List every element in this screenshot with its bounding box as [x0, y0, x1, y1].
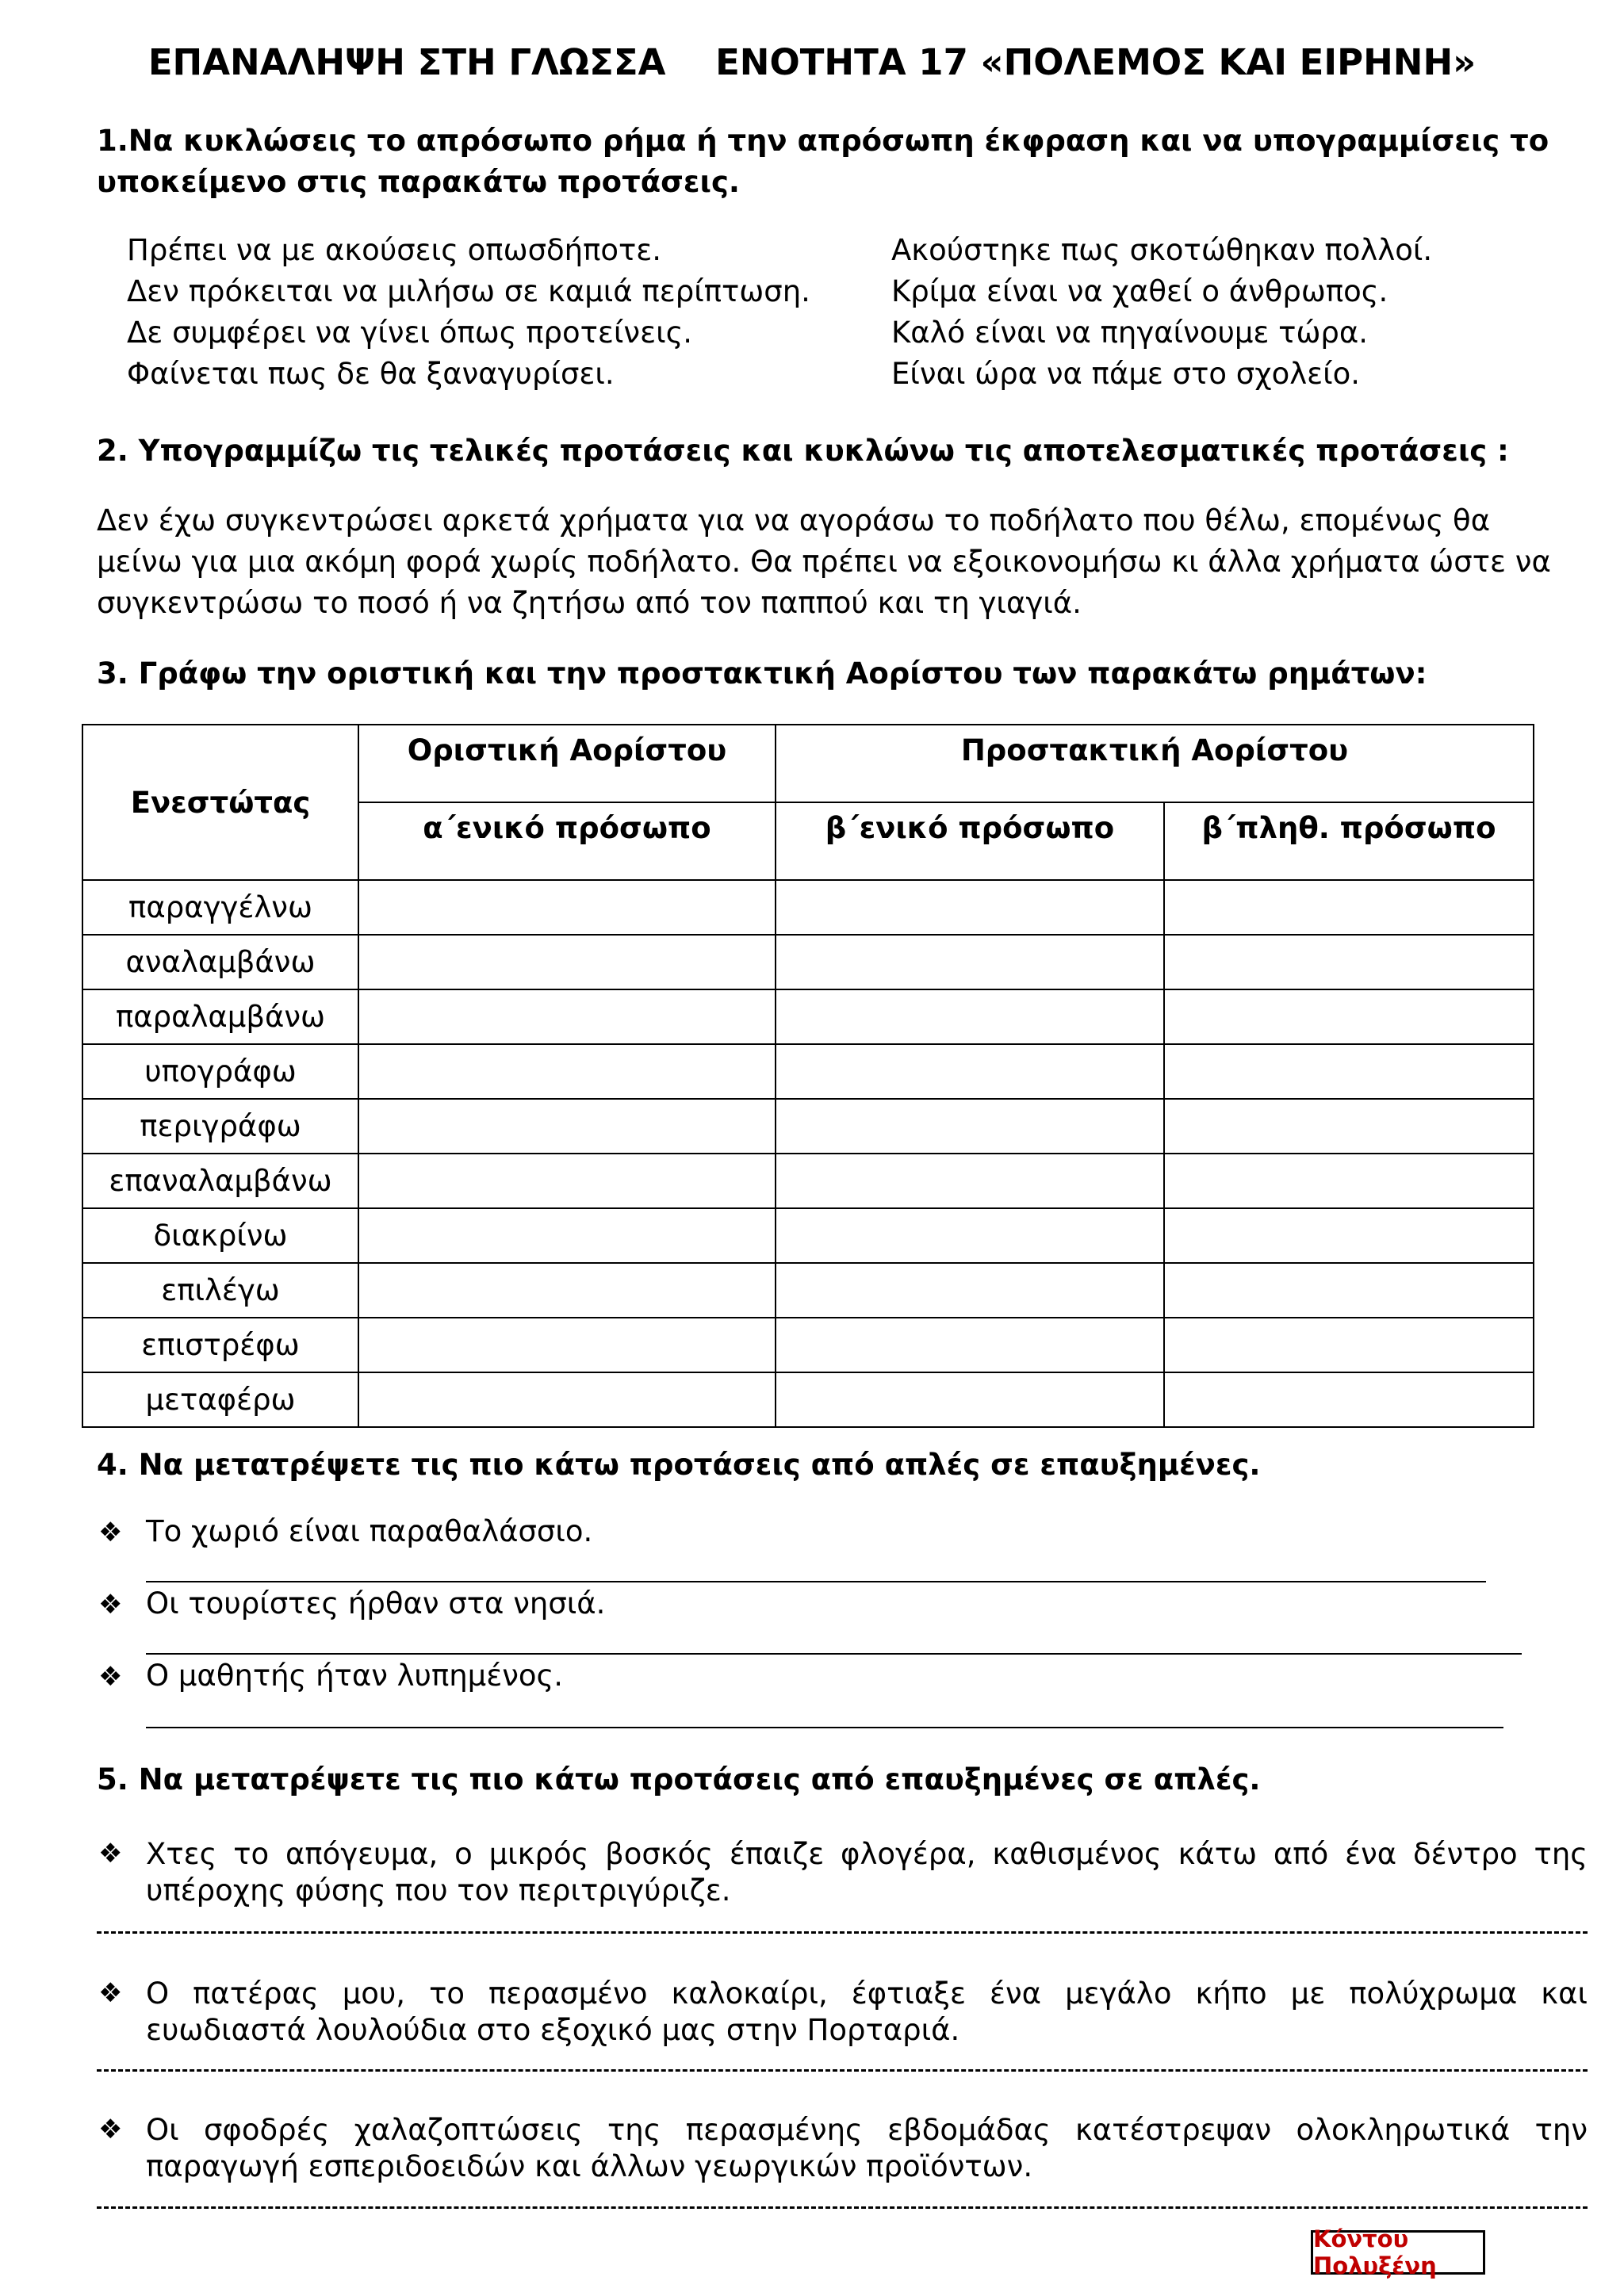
answer-cell[interactable]	[776, 989, 1164, 1044]
answer-cell[interactable]	[358, 989, 776, 1044]
answer-cell[interactable]	[1164, 880, 1534, 935]
table-row	[82, 989, 1534, 1044]
verb-cell: παραγγέλνω	[82, 880, 358, 935]
verb-cell: περιγράφω	[82, 1099, 358, 1154]
q1-left-sentence: Δεν πρόκειται να μιλήσω σε καμιά περίπτωση.	[127, 274, 810, 308]
answer-cell[interactable]	[1164, 1208, 1534, 1263]
header-second-singular: β΄ενικό πρόσωπο	[776, 802, 1164, 880]
answer-cell[interactable]	[358, 1208, 776, 1263]
q1-right-sentence: Καλό είναι να πηγαίνουμε τώρα.	[891, 316, 1369, 350]
q1-right-sentences	[891, 230, 1432, 395]
answer-cell[interactable]	[776, 1154, 1164, 1208]
q1-left-sentence: Δε συμφέρει να γίνει όπως προτείνεις.	[127, 316, 693, 350]
answer-cell[interactable]	[358, 880, 776, 935]
header-indicative-aorist: Οριστική Αορίστου	[358, 725, 776, 802]
answer-cell[interactable]	[358, 935, 776, 989]
diamond-bullet-icon: ❖	[98, 1589, 123, 1621]
q4-sentence: Οι τουρίστες ήρθαν στα νησιά.	[146, 1586, 606, 1621]
q5-sentence-line: παραγωγή εσπεριδοειδών και άλλων γεωργικών προϊόντων.	[146, 2149, 1033, 2183]
table-row	[82, 1099, 1534, 1154]
table-row	[82, 1208, 1534, 1263]
q1-heading-line2: υποκείμενο στις παρακάτω προτάσεις.	[97, 165, 740, 199]
q5-sentence	[146, 1973, 1588, 2051]
answer-cell[interactable]	[358, 1154, 776, 1208]
answer-cell[interactable]	[776, 1099, 1164, 1154]
q2-paragraph	[97, 500, 1551, 624]
verb-cell: διακρίνω	[82, 1208, 358, 1263]
verb-cell: επιστρέφω	[82, 1318, 358, 1372]
table-row	[82, 1318, 1534, 1372]
table-row	[82, 880, 1534, 935]
answer-cell[interactable]	[776, 1044, 1164, 1099]
q5-sentence-line: υπέροχης φύσης που τον περιτριγύριζε.	[146, 1873, 731, 1908]
q5-sentence-line: Ο πατέρας μου, το περασμένο καλοκαίρι, έφτιαξε ένα μεγάλο κήπο με πολύχρωμα και	[146, 1976, 1588, 2011]
q1-right-sentence: Κρίμα είναι να χαθεί ο άνθρωπος.	[891, 274, 1388, 308]
answer-cell[interactable]	[776, 935, 1164, 989]
q1-left-sentences	[127, 230, 810, 395]
answer-line[interactable]	[146, 1653, 1522, 1655]
q1-left-sentence: Φαίνεται πως δε θα ξαναγυρίσει.	[127, 357, 615, 391]
verb-cell: μεταφέρω	[82, 1372, 358, 1427]
diamond-bullet-icon: ❖	[98, 1517, 123, 1548]
diamond-bullet-icon: ❖	[98, 1661, 123, 1693]
q5-heading: 5. Να μετατρέψετε τις πιο κάτω προτάσεις από επαυξημένες σε απλές.	[97, 1762, 1261, 1797]
answer-cell[interactable]	[1164, 1154, 1534, 1208]
q3-heading: 3. Γράφω την οριστική και την προστακτική Αορίστου των παρακάτω ρημάτων:	[97, 656, 1427, 691]
answer-cell[interactable]	[358, 1372, 776, 1427]
table-row	[82, 1154, 1534, 1208]
q5-sentence	[146, 1834, 1588, 1911]
q2-paragraph-line: Δεν έχω συγκεντρώσει αρκετά χρήματα για να αγοράσω το ποδήλατο που θέλω, επομένως θα	[97, 503, 1491, 538]
q1-heading-line1: 1.Να κυκλώσεις το απρόσωπο ρήμα ή την απρόσωπη έκφραση και να υπογραμμίσεις το	[97, 124, 1549, 158]
q2-paragraph-line: συγκεντρώσω το ποσό ή να ζητήσω από τον παππού και τη γιαγιά.	[97, 586, 1082, 620]
answer-cell[interactable]	[358, 1263, 776, 1318]
verb-table	[82, 724, 1534, 1428]
answer-cell[interactable]	[1164, 1318, 1534, 1372]
header-present: Ενεστώτας	[82, 725, 358, 880]
author-name: Κόντου Πολυξένη	[1311, 2230, 1485, 2275]
verb-cell: αναλαμβάνω	[82, 935, 358, 989]
verb-cell: υπογράφω	[82, 1044, 358, 1099]
q4-sentence: Ο μαθητής ήταν λυπημένος.	[146, 1659, 564, 1693]
verb-cell: επιλέγω	[82, 1263, 358, 1318]
q5-sentence	[146, 2110, 1588, 2187]
table-row	[82, 1263, 1534, 1318]
q5-sentence-line: ευωδιαστά λουλούδια στο εξοχικό μας στην Πορταριά.	[146, 2013, 960, 2047]
header-imperative-aorist: Προστακτική Αορίστου	[776, 725, 1534, 802]
table-row	[82, 935, 1534, 989]
answer-cell[interactable]	[776, 1372, 1164, 1427]
answer-line[interactable]	[97, 2206, 1588, 2209]
q2-paragraph-line: μείνω για μια ακόμη φορά χωρίς ποδήλατο. Θα πρέπει να εξοικονομήσω κι άλλα χρήματα ώστε να	[97, 545, 1551, 579]
q5-sentence-line: Χτες το απόγευμα, ο μικρός βοσκός έπαιζε φλογέρα, καθισμένος κάτω από ένα δέντρο της	[146, 1837, 1588, 1871]
q1-right-sentence: Ακούστηκε πως σκοτώθηκαν πολλοί.	[891, 233, 1433, 267]
q4-sentence: Το χωριό είναι παραθαλάσσιο.	[146, 1514, 593, 1548]
answer-cell[interactable]	[1164, 1263, 1534, 1318]
header-second-plural: β΄πληθ. πρόσωπο	[1164, 802, 1534, 880]
answer-cell[interactable]	[1164, 1099, 1534, 1154]
answer-line[interactable]	[97, 2069, 1588, 2072]
verb-cell: επαναλαμβάνω	[82, 1154, 358, 1208]
diamond-bullet-icon: ❖	[98, 1977, 123, 2009]
answer-cell[interactable]	[1164, 935, 1534, 989]
q1-right-sentence: Είναι ώρα να πάμε στο σχολείο.	[891, 357, 1361, 391]
answer-line[interactable]	[146, 1581, 1486, 1582]
answer-cell[interactable]	[776, 1263, 1164, 1318]
q1-left-sentence: Πρέπει να με ακούσεις οπωσδήποτε.	[127, 233, 662, 267]
answer-line[interactable]	[97, 1931, 1588, 1934]
answer-cell[interactable]	[1164, 1044, 1534, 1099]
answer-cell[interactable]	[776, 1208, 1164, 1263]
q4-heading: 4. Να μετατρέψετε τις πιο κάτω προτάσεις από απλές σε επαυξημένες.	[97, 1448, 1261, 1482]
table-row	[82, 1044, 1534, 1099]
table-row	[82, 1372, 1534, 1427]
answer-cell[interactable]	[776, 1318, 1164, 1372]
answer-cell[interactable]	[776, 880, 1164, 935]
answer-cell[interactable]	[358, 1099, 776, 1154]
answer-line[interactable]	[146, 1727, 1503, 1728]
answer-cell[interactable]	[1164, 1372, 1534, 1427]
q2-heading: 2. Υπογραμμίζω τις τελικές προτάσεις και κυκλώνω τις αποτελεσματικές προτάσεις :	[97, 434, 1509, 468]
page-title: ΕΠΑΝΑΛΗΨΗ ΣΤΗ ΓΛΩΣΣΑ ΕΝΟΤΗΤΑ 17 «ΠΟΛΕΜΟΣ ΚΑΙ ΕΙΡΗΝΗ»	[147, 41, 1477, 83]
header-first-singular: α΄ενικό πρόσωπο	[358, 802, 776, 880]
diamond-bullet-icon: ❖	[98, 2114, 123, 2145]
answer-cell[interactable]	[358, 1044, 776, 1099]
answer-cell[interactable]	[358, 1318, 776, 1372]
q1-heading	[97, 121, 1549, 203]
q5-sentence-line: Οι σφοδρές χαλαζοπτώσεις της περασμένης εβδομάδας κατέστρεψαν ολοκληρωτικά την	[146, 2113, 1588, 2147]
verb-cell: παραλαμβάνω	[82, 989, 358, 1044]
diamond-bullet-icon: ❖	[98, 1838, 123, 1869]
answer-cell[interactable]	[1164, 989, 1534, 1044]
